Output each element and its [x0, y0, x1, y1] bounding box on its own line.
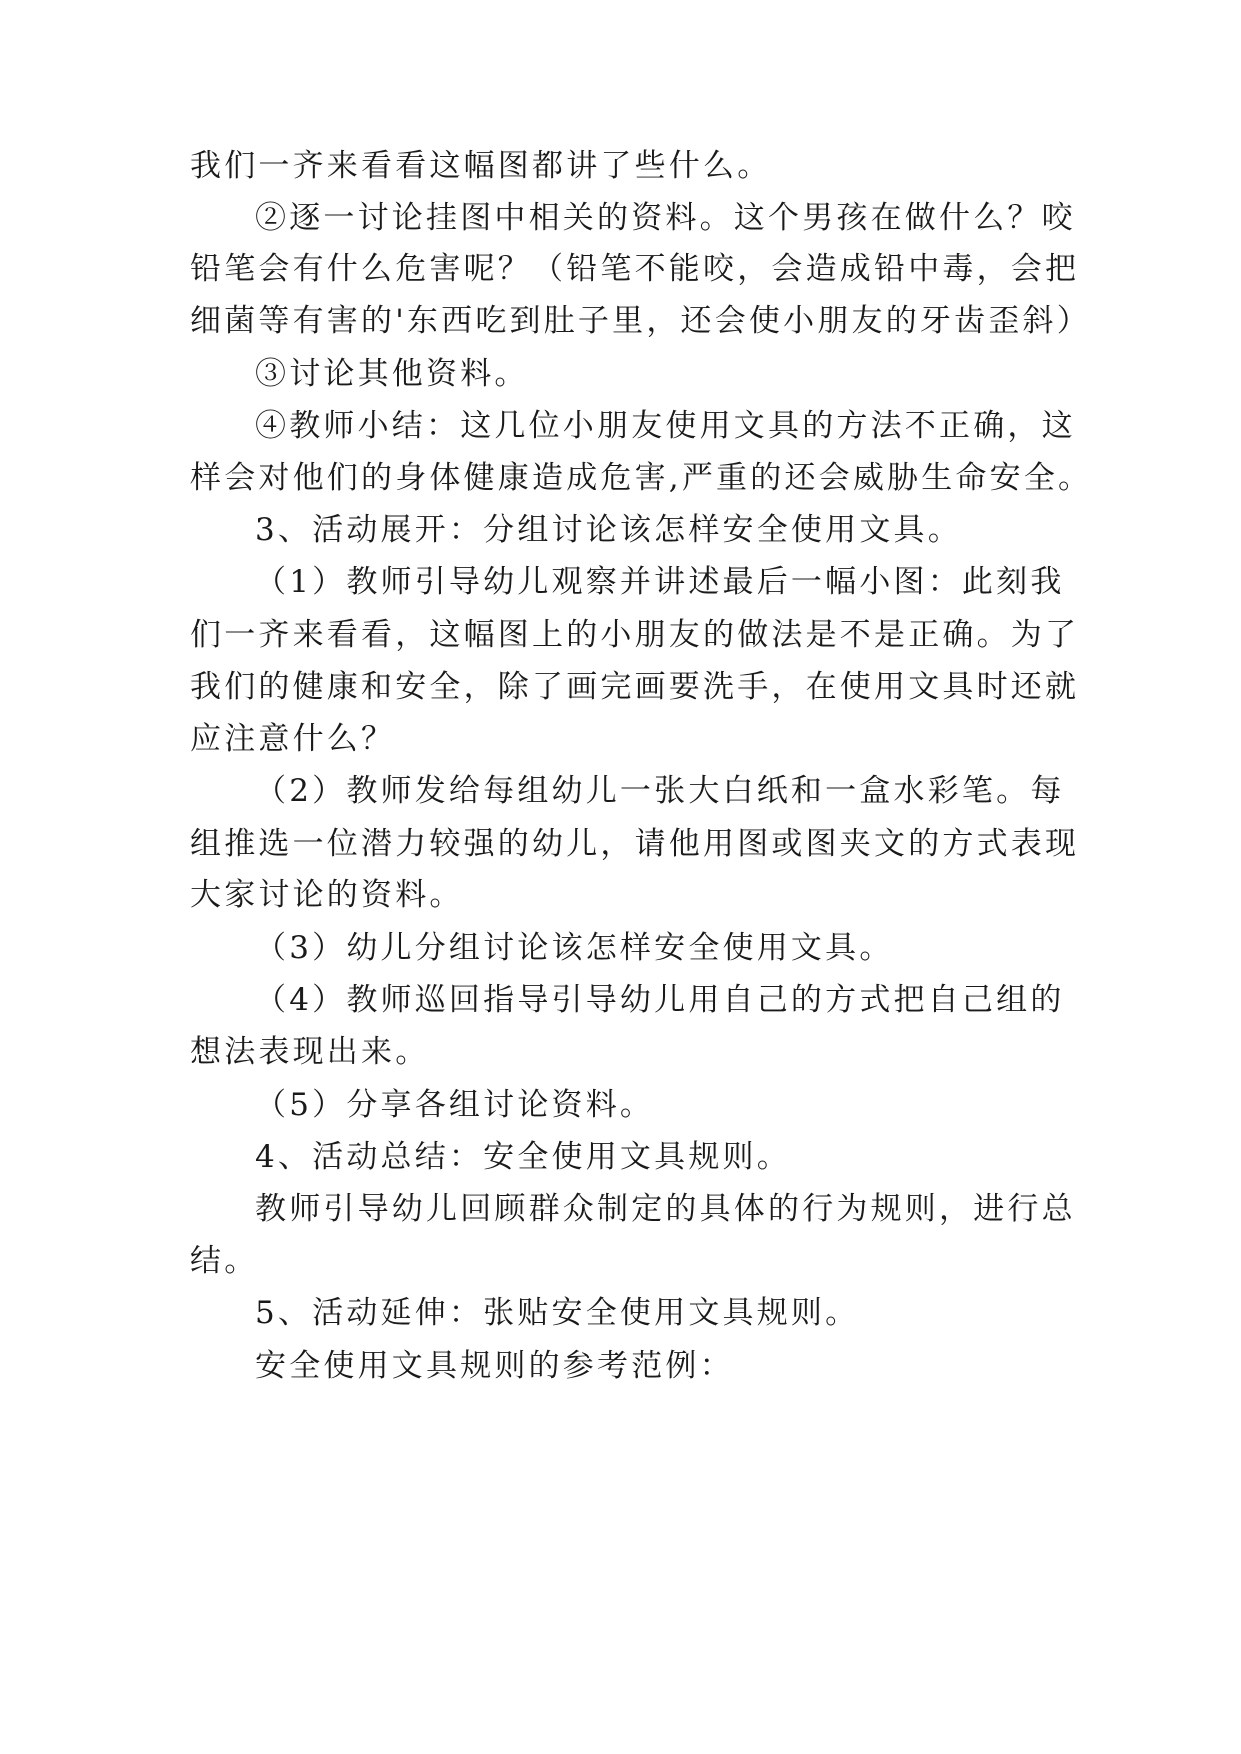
text-line: 我们一齐来看看这幅图都讲了些什么。 [190, 148, 772, 184]
text-line: （4）教师巡回指导引导幼儿用自己的方式把自己组的 [255, 982, 1065, 1018]
text-line: 4、活动总结：安全使用文具规则。 [255, 1139, 791, 1175]
text-line: ②逐一讨论挂图中相关的资料。这个男孩在做什么？咬 [255, 200, 1076, 236]
text-line: 教师引导幼儿回顾群众制定的具体的行为规则，进行总 [255, 1191, 1076, 1227]
text-line: 样会对他们的身体健康造成危害,严重的还会威胁生命安全。 [190, 460, 1093, 496]
text-line: 结。 [190, 1243, 259, 1279]
text-line: 们一齐来看看，这幅图上的小朋友的做法是不是正确。为了 [190, 617, 1080, 653]
text-line: 应注意什么？ [190, 721, 396, 757]
text-line: 组推选一位潜力较强的幼儿，请他用图或图夹文的方式表现 [190, 826, 1080, 862]
text-line: （5）分享各组讨论资料。 [255, 1087, 655, 1123]
text-line: 安全使用文具规则的参考范例： [255, 1348, 734, 1384]
text-line: 细菌等有害的'东西吃到肚子里，还会使小朋友的牙齿歪斜） [190, 303, 1091, 339]
text-line: 5、活动延伸：张贴安全使用文具规则。 [255, 1295, 860, 1331]
text-line: ④教师小结：这几位小朋友使用文具的方法不正确，这 [255, 408, 1076, 444]
text-line: （1）教师引导幼儿观察并讲述最后一幅小图：此刻我 [255, 564, 1065, 600]
text-line: 想法表现出来。 [190, 1034, 430, 1070]
text-line: 大家讨论的资料。 [190, 877, 464, 913]
text-line: ③讨论其他资料。 [255, 356, 529, 392]
text-line: 3、活动展开：分组讨论该怎样安全使用文具。 [255, 512, 962, 548]
text-line: 我们的健康和安全，除了画完画要洗手，在使用文具时还就 [190, 669, 1080, 705]
text-line: （2）教师发给每组幼儿一张大白纸和一盒水彩笔。每 [255, 773, 1065, 809]
text-line: （3）幼儿分组讨论该怎样安全使用文具。 [255, 930, 894, 966]
text-line: 铅笔会有什么危害呢？（铅笔不能咬，会造成铅中毒，会把 [190, 251, 1080, 287]
